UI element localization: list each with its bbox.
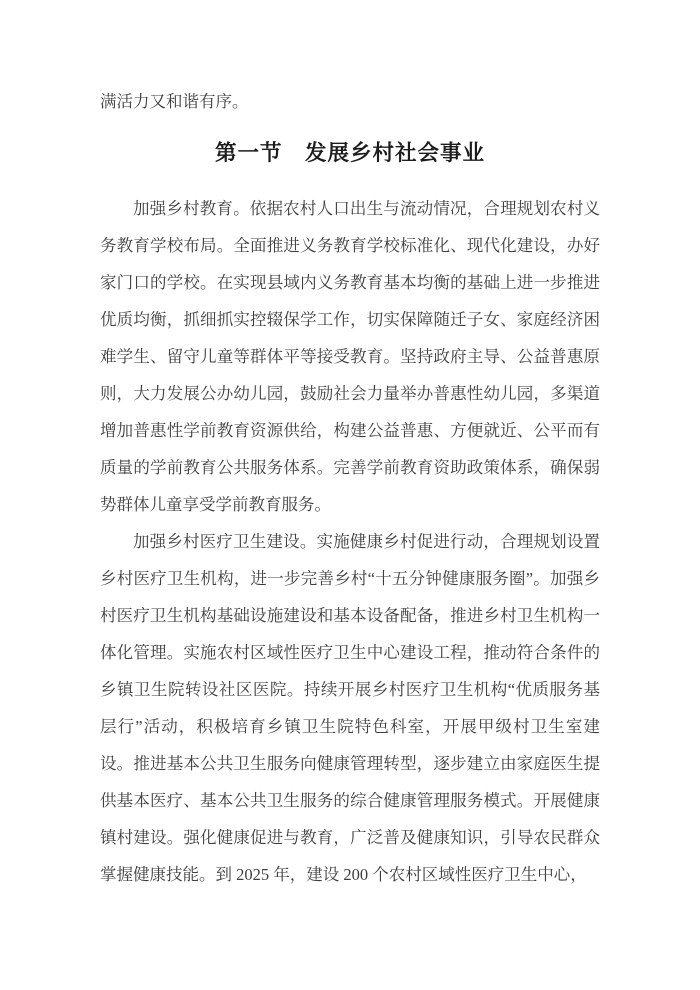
paragraph-continuation: 满活力又和谐有序。 xyxy=(100,92,249,111)
paragraph-rural-medical-health: 加强乡村医疗卫生建设。实施健康乡村促进行动，合理规划设置乡村医疗卫生机构，进一步完善乡村“十五分钟健康服务圈”。加强乡村医疗卫生机构基础设施建设和基本设备配备，推进乡村卫生机构一体化管理。实施农村区域性医疗卫生中心建设工程，推动符合条件的乡镇卫生院转设社区医院。持续开展乡村医疗卫生机构“优质服务基层行”活动，积极培育乡镇卫生院特色科室，开展甲级村卫生室建设。推进基本公共卫生服务向健康管理转型，逐步建立由家庭医生提供基本医疗、基本公共卫生服务的综合健康管理服务模式。开展健康镇村建设。强化健康促进与教育，广泛普及健康知识，引导农民群众掌握健康技能。到 2025 年，建设 200 个农村区域性医疗卫生中心， xyxy=(100,532,600,884)
paragraph-rural-education: 加强乡村教育。依据农村人口出生与流动情况，合理规划农村义务教育学校布局。全面推进义务教育学校标准化、现代化建设，办好家门口的学校。在实现县域内义务教育基本均衡的基础上进一步推进优质均衡，抓细抓实控辍保学工作，切实保障随迁子女、家庭经济困难学生、留守儿童等群体平等接受教育。坚持政府主导、公益普惠原则，大力发展公办幼儿园，鼓励社会力量举办普惠性幼儿园，多渠道增加普惠性学前教育资源供给，构建公益普惠、方便就近、公平而有质量的学前教育公共服务体系。完善学前教育资助政策体系，确保弱势群体儿童享受学前教育服务。 xyxy=(100,199,600,514)
section-heading: 第一节 发展乡村社会事业 xyxy=(214,141,485,165)
